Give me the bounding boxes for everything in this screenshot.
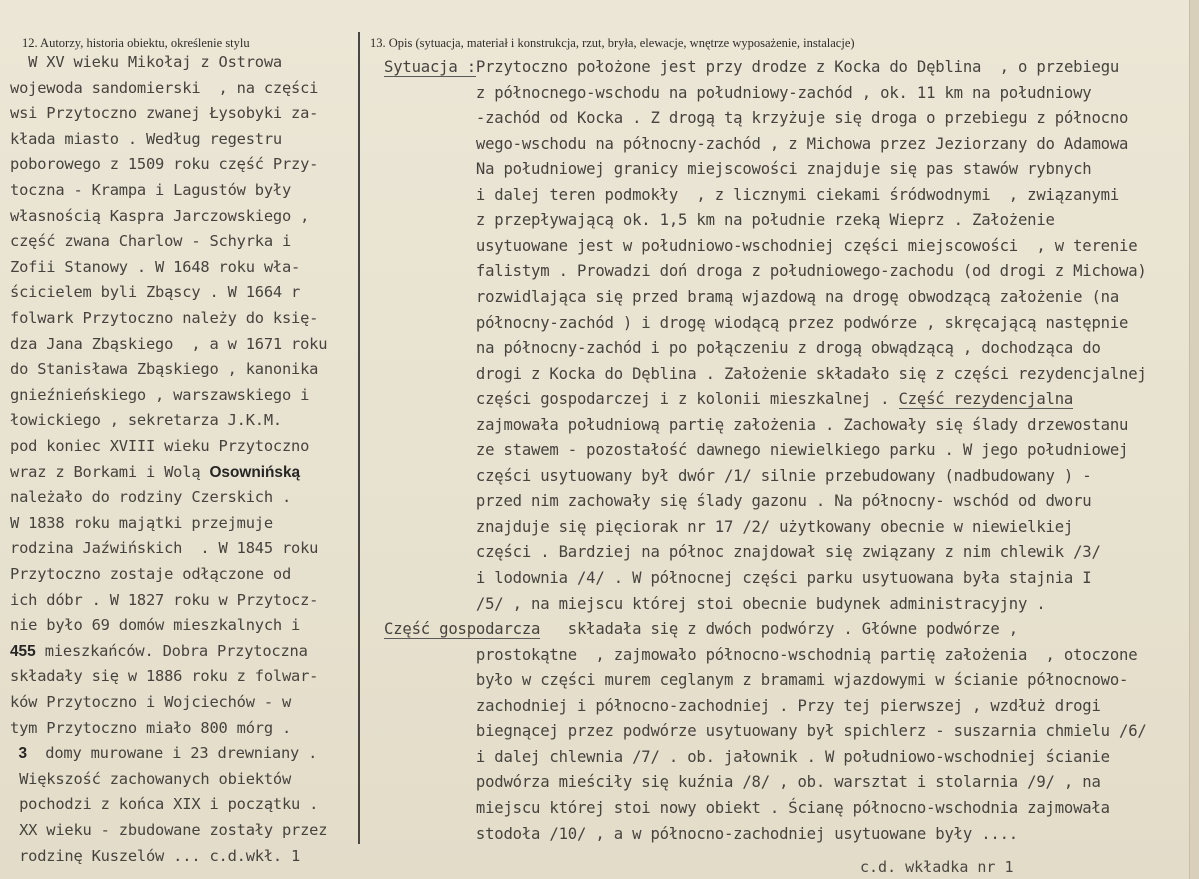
line-text: zachodniej i północno-zachodniej . Przy tej pierwszej , wzdłuż drogi bbox=[384, 696, 1101, 715]
text-line bbox=[10, 538, 318, 560]
text-line bbox=[10, 513, 273, 535]
line-text: prostokątne , zajmowało północno-wschodnią partię założenia , otoczone bbox=[384, 645, 1138, 664]
text-line bbox=[10, 206, 309, 228]
text-line bbox=[10, 52, 282, 74]
text-line bbox=[384, 798, 1110, 820]
text-line bbox=[10, 410, 282, 432]
line-text: znajduje się pięciorak nr 17 /2/ użytkowany obecnie w niewielkiej bbox=[384, 517, 1074, 536]
line-text: Przytoczno położone jest przy drodze z Kocka do Dęblina , o przebiegu bbox=[475, 58, 1120, 76]
text-line bbox=[384, 491, 1092, 513]
line-text: wsi Przytoczno zwanej Łysobyki za- bbox=[10, 104, 319, 123]
line-text: było w części murem ceglanym z bramami wjazdowymi w ścianie północnowo- bbox=[384, 671, 1129, 690]
line-text: należało do rodziny Czerskich . bbox=[10, 488, 292, 507]
line-text: miejscu której stoi nowy obiekt . Ścianę północno-wschodnia zajmowała bbox=[384, 798, 1110, 817]
text-line bbox=[10, 231, 291, 253]
right-column-heading: 13. Opis (sytuacja, materiał i konstrukcja, rzut, bryła, elewacje, wnętrze wyposażenie, instalacje) bbox=[370, 36, 855, 50]
text-line bbox=[10, 794, 318, 816]
text-line bbox=[384, 772, 1101, 794]
text-line bbox=[384, 134, 1128, 156]
text-line bbox=[10, 641, 308, 663]
line-text: W XV wieku Mikołaj z Ostrowa bbox=[10, 53, 282, 71]
line-text: gnieźnieńskiego , warszawskiego i bbox=[10, 385, 310, 404]
line-text: poborowego z 1509 roku część Przy- bbox=[10, 155, 319, 174]
text-line bbox=[384, 568, 1092, 590]
line-text: część zwana Charlow - Schyrka i bbox=[10, 232, 292, 251]
line-text: dza Jana Zbąskiego , a w 1671 roku bbox=[10, 334, 328, 353]
text-line bbox=[384, 542, 1101, 564]
line-text: wego-wschodu na północny-zachód , z Michowa przez Jeziorzany do Adamowa bbox=[384, 134, 1129, 153]
text-line bbox=[10, 743, 317, 765]
line-text: ścicielem byli Zbąscy . W 1664 r bbox=[10, 283, 301, 302]
text-line bbox=[10, 334, 327, 356]
line-text: Na południowej granicy miejscowości znajduje się pas stawów rybnych bbox=[384, 160, 1092, 179]
text-line bbox=[384, 594, 1046, 616]
line-text: folwark Przytoczno należy do księ- bbox=[10, 309, 319, 327]
text-line bbox=[10, 462, 300, 484]
handwritten-insert: Osownińską bbox=[209, 463, 301, 481]
text-line bbox=[384, 338, 1101, 360]
line-text: podwórza mieściły się kuźnia /8/ , ob. warsztat i stolarnia /9/ , na bbox=[384, 773, 1101, 792]
text-line bbox=[10, 564, 291, 586]
line-text: wraz z Borkami i Wolą bbox=[10, 462, 210, 481]
line-text: i dalej teren podmokły , z licznymi ciekami śródwodnymi , związanymi bbox=[384, 185, 1120, 204]
line-text: Większość zachowanych obiektów bbox=[10, 769, 292, 788]
line-text: własnością Kaspra Jarczowskiego , bbox=[10, 206, 310, 225]
line-text: rozwidlająca się przed bramą wjazdową na drogę obwodzącą założenie (na bbox=[384, 287, 1120, 306]
line-text: części gospodarczej i z kolonii mieszkalnej . bbox=[384, 390, 899, 409]
line-text: pod koniec XVIII wieku Przytoczno bbox=[10, 437, 310, 455]
line-text: W 1838 roku majątki przejmuje bbox=[10, 513, 273, 532]
text-line bbox=[10, 385, 309, 407]
section-label: Część gospodarcza bbox=[384, 620, 541, 639]
text-line bbox=[384, 159, 1092, 181]
text-line bbox=[10, 78, 318, 100]
line-text: usytuowane jest w południowo-wschodniej części miejscowości , w terenie bbox=[384, 236, 1138, 255]
text-line bbox=[384, 440, 1128, 462]
text-line bbox=[384, 517, 1073, 539]
page-edge bbox=[1189, 0, 1199, 879]
line-text: Przytoczno zostaje odłączone od bbox=[10, 565, 292, 583]
line-text: mieszkańców. Dobra Przytoczna bbox=[35, 641, 308, 660]
line-text: toczna - Krampa i Lagustów były bbox=[10, 181, 292, 199]
continuation-note: c.d. wkładka nr 1 bbox=[860, 858, 1014, 876]
line-text: rodzinę Kuszelów ... c.d.wkł. 1 bbox=[10, 846, 301, 865]
line-text: domy murowane i 23 drewniany . bbox=[27, 744, 318, 763]
text-line bbox=[384, 261, 1147, 283]
handwritten-insert: 455 bbox=[10, 642, 36, 660]
text-line bbox=[10, 308, 318, 330]
text-line bbox=[10, 666, 318, 688]
text-line bbox=[10, 103, 318, 125]
text-line bbox=[10, 487, 291, 509]
text-line bbox=[384, 645, 1137, 667]
line-text: biegnącej przez podwórze usytuowany był spichlerz - suszarnia chmielu /6/ bbox=[384, 722, 1147, 741]
text-line bbox=[10, 718, 291, 740]
line-text: przed nim zachowały się ślady gazonu . Na północny- wschód od dworu bbox=[384, 492, 1092, 511]
line-text: części usytuowany był dwór /1/ silnie przebudowany (nadbudowany ) - bbox=[384, 466, 1092, 485]
line-text: /5/ , na miejscu której stoi obecnie budynek administracyjny . bbox=[384, 594, 1046, 613]
text-line bbox=[10, 846, 300, 868]
text-line bbox=[384, 415, 1128, 437]
line-text: części . Bardziej na północ znajdował się związany z nim chlewik /3/ bbox=[384, 543, 1101, 562]
line-text: pochodzi z końca XIX i początku . bbox=[10, 795, 319, 814]
text-line bbox=[384, 389, 1073, 411]
text-line bbox=[10, 129, 282, 151]
line-text: zajmowała południową partię założenia . Zachowały się ślady drzewostanu bbox=[384, 415, 1129, 434]
text-line bbox=[10, 692, 291, 714]
text-line bbox=[384, 83, 1092, 105]
line-text: północny-zachód ) i drogę wiodącą przez podwórze , skręcającą następnie bbox=[384, 313, 1129, 332]
text-line bbox=[384, 108, 1128, 130]
text-line bbox=[384, 313, 1128, 335]
text-line bbox=[10, 180, 291, 202]
text-line bbox=[10, 590, 318, 612]
text-line bbox=[384, 619, 1018, 641]
text-line bbox=[384, 185, 1119, 207]
line-text: drogi z Kocka do Dęblina . Założenie składało się z części rezydencjalnej bbox=[384, 364, 1147, 383]
line-text: z północnego-wschodu na południowy-zachód , ok. 11 km na południowy bbox=[384, 83, 1092, 102]
text-line bbox=[10, 436, 309, 458]
line-text: ze stawem - pozostałość dawnego niewielkiego parku . W jego południowej bbox=[384, 441, 1129, 460]
line-text: składały się w 1886 roku z folwar- bbox=[10, 667, 319, 686]
text-line bbox=[384, 721, 1147, 743]
line-text: składała się z dwóch podwórzy . Główne podwórze , bbox=[540, 620, 1018, 639]
text-line bbox=[10, 615, 300, 637]
column-divider bbox=[358, 32, 360, 844]
line-text: falistym . Prowadzi doń droga z południowego-zachodu (od drogi z Michowa) bbox=[384, 262, 1147, 281]
line-text: stodoła /10/ , a w północno-zachodniej usytuowane były .... bbox=[384, 824, 1018, 843]
text-line bbox=[384, 364, 1147, 386]
line-text: tym Przytoczno miało 800 mórg . bbox=[10, 718, 292, 737]
text-line bbox=[384, 824, 1018, 846]
text-line bbox=[384, 57, 1119, 79]
line-text: z przepływającą ok. 1,5 km na południe rzeką Wieprz . Założenie bbox=[384, 211, 1055, 230]
text-line bbox=[10, 154, 318, 176]
text-line bbox=[384, 466, 1092, 488]
line-text: łowickiego , sekretarza J.K.M. bbox=[10, 411, 282, 430]
left-column-heading: 12. Autorzy, historia obiektu, określenie stylu bbox=[22, 36, 250, 50]
section-label: Sytuacja : bbox=[384, 58, 476, 76]
line-text: i dalej chlewnia /7/ . ob. jałownik . W południowo-wschodniej ścianie bbox=[384, 747, 1110, 766]
text-line bbox=[384, 287, 1119, 309]
line-text: rodzina Jaźwińskich . W 1845 roku bbox=[10, 539, 319, 558]
line-text: wojewoda sandomierski , na części bbox=[10, 78, 319, 97]
line-text: XX wieku - zbudowane zostały przez bbox=[10, 821, 328, 839]
line-text: nie było 69 domów mieszkalnych i bbox=[10, 616, 301, 635]
text-line bbox=[384, 670, 1128, 692]
text-line bbox=[384, 210, 1055, 232]
line-text: kłada miasto . Według regestru bbox=[10, 129, 282, 148]
line-text: do Stanisława Zbąskiego , kanonika bbox=[10, 360, 319, 379]
line-text: Zofii Stanowy . W 1648 roku wła- bbox=[10, 257, 301, 276]
text-line bbox=[384, 236, 1137, 258]
line-text: na północny-zachód i po połączeniu z drogą obwądzącą , dochodząca do bbox=[384, 339, 1101, 358]
line-text: ków Przytoczno i Wojciechów - w bbox=[10, 693, 292, 711]
text-line bbox=[10, 769, 291, 791]
text-line bbox=[384, 747, 1110, 769]
text-line bbox=[10, 257, 300, 279]
text-line bbox=[384, 696, 1101, 718]
handwritten-insert: 3 bbox=[10, 745, 28, 763]
section-label: Część rezydencjalna bbox=[898, 390, 1074, 409]
text-line bbox=[10, 820, 327, 842]
line-text: i lodownia /4/ . W północnej części parku usytuowana była stajnia I bbox=[384, 569, 1092, 587]
line-text: -zachód od Kocka . Z drogą tą krzyżuje się droga o przebiegu z północno bbox=[384, 109, 1129, 128]
text-line bbox=[10, 359, 318, 381]
text-line bbox=[10, 282, 300, 304]
line-text: ich dóbr . W 1827 roku w Przytocz- bbox=[10, 590, 319, 609]
